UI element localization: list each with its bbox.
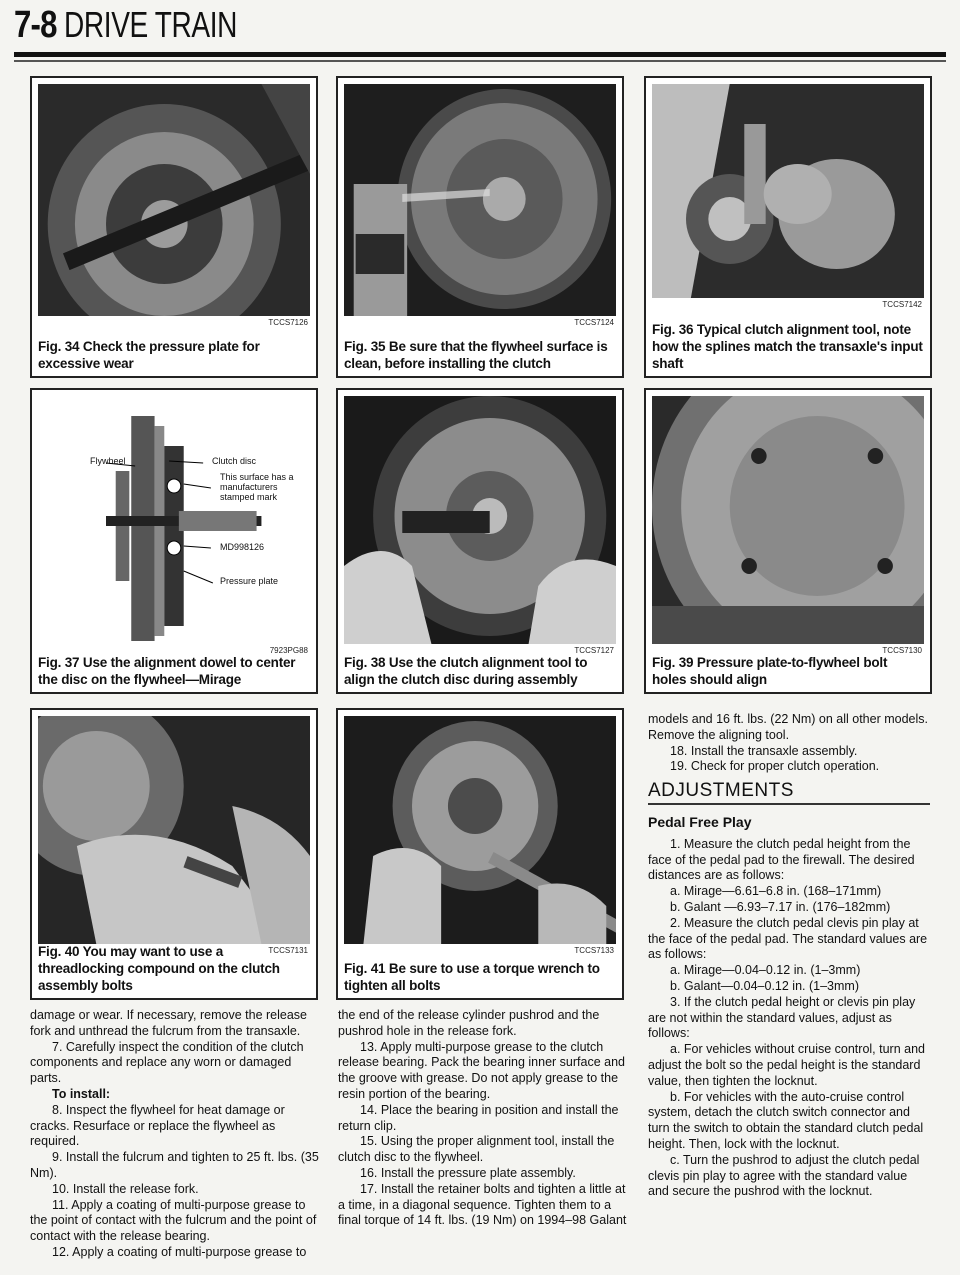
figure-40 xyxy=(30,708,318,1000)
figure-code: TCCS7130 xyxy=(882,646,922,655)
figure-caption: Fig. 41 Be sure to use a torque wrench to tighten all bolts xyxy=(344,961,600,993)
figure-34 xyxy=(30,76,318,378)
figure-code: TCCS7133 xyxy=(574,946,614,955)
label-clutch-disc: Clutch disc xyxy=(212,456,257,466)
list-item: b. For vehicles with the auto-cruise control system, detach the clutch switch connector and turn the switch to obtain the standard clutch pedal height. Then, lock with the locknut. xyxy=(648,1089,924,1151)
photo-align-clutch-disc xyxy=(344,396,616,644)
paragraph: damage or wear. If necessary, remove the release fork and unthread the fulcrum from the transaxle. xyxy=(30,1008,307,1038)
list-item: a. Mirage—0.04–0.12 in. (1–3mm) xyxy=(670,963,861,978)
label-tool: MD998126 xyxy=(220,542,265,552)
label-pressure-plate: Pressure plate xyxy=(220,576,279,586)
label-flywheel: Flywheel xyxy=(90,456,126,466)
list-item: a. Mirage—6.61–6.8 in. (168–171mm) xyxy=(670,884,882,899)
photo-flywheel-cleaning xyxy=(344,84,616,316)
figure-37 xyxy=(30,388,318,694)
list-item: b. Galant —6.93–7.17 in. (176–182mm) xyxy=(670,899,891,914)
figure-caption: Fig. 40 You may want to use a threadlocking compound on the clutch assembly bolts xyxy=(38,944,280,993)
figure-35 xyxy=(336,76,624,378)
figure-41 xyxy=(336,708,624,1000)
page-header xyxy=(14,4,286,52)
list-item: c. Turn the pushrod to adjust the clutch pedal clevis pin play to agree with the standard value and secure the pushrod with the locknut. xyxy=(648,1152,920,1199)
paragraph: 18. Install the transaxle assembly. xyxy=(670,743,858,758)
figure-code: TCCS7124 xyxy=(574,318,614,327)
label-surface-note: This surface has a manufacturers stamped mark xyxy=(220,472,294,502)
text-column-3 xyxy=(648,712,930,1200)
figure-caption: Fig. 35 Be sure that the flywheel surface is clean, before installing the clutch xyxy=(344,339,608,371)
paragraph: 12. Apply a coating of multi-purpose grease to xyxy=(52,1244,307,1259)
header-rule xyxy=(14,52,946,57)
paragraph: 10. Install the release fork. xyxy=(52,1181,199,1196)
paragraph: 15. Using the proper alignment tool, install the clutch disc to the flywheel. xyxy=(338,1134,615,1165)
paragraph: 16. Install the pressure plate assembly. xyxy=(360,1165,576,1180)
section-title: DRIVE TRAIN xyxy=(63,4,237,45)
page-number: 7-8 xyxy=(14,4,57,46)
text-column-2 xyxy=(338,1008,628,1229)
header-rule-thin xyxy=(14,60,946,62)
figure-code: TCCS7131 xyxy=(268,946,308,955)
list-item: b. Galant—0.04–0.12 in. (1–3mm) xyxy=(670,978,859,993)
diagram-alignment-dowel xyxy=(38,396,310,644)
figure-code: TCCS7142 xyxy=(882,300,922,309)
figure-caption: Fig. 34 Check the pressure plate for excessive wear xyxy=(38,339,260,371)
pedal-free-play-heading: Pedal Free Play xyxy=(648,813,752,830)
subheading-to-install: To install: xyxy=(52,1086,111,1101)
photo-torque-wrench xyxy=(344,716,616,944)
adjustments-rule xyxy=(648,803,930,805)
figure-caption: Fig. 38 Use the clutch alignment tool to align the clutch disc during assembly xyxy=(344,655,588,687)
text-column-1 xyxy=(30,1008,320,1261)
figure-code: TCCS7127 xyxy=(574,646,614,655)
paragraph: 3. If the clutch pedal height or clevis pin play are not within the standard values, adjust as follows: xyxy=(648,994,916,1041)
paragraph: 14. Place the bearing in position and install the return clip. xyxy=(338,1102,619,1133)
figure-code: TCCS7126 xyxy=(268,318,308,327)
paragraph: 9. Install the fulcrum and tighten to 25 ft. lbs. (35 Nm). xyxy=(30,1150,319,1180)
photo-bolt-holes xyxy=(652,396,924,644)
figure-caption: Fig. 37 Use the alignment dowel to center the disc on the flywheel—Mirage xyxy=(38,655,296,687)
figure-caption: Fig. 36 Typical clutch alignment tool, note how the splines match the transaxle's input shaft xyxy=(652,322,923,371)
adjustments-heading: ADJUSTMENTS xyxy=(648,780,794,802)
figure-code: 7923PG88 xyxy=(269,646,308,655)
paragraph: 1. Measure the clutch pedal height from the face of the pedal pad to the firewall. The desired distances are as follows: xyxy=(648,836,915,883)
paragraph: 2. Measure the clutch pedal clevis pin play at the face of the pedal pad. The standard values are as follows: xyxy=(648,915,928,962)
paragraph: 8. Inspect the flywheel for heat damage or cracks. Resurface or replace the flywheel as required. xyxy=(30,1102,285,1149)
figure-36 xyxy=(644,76,932,378)
paragraph: 19. Check for proper clutch operation. xyxy=(670,759,880,774)
photo-threadlock xyxy=(38,716,310,944)
figure-39 xyxy=(644,388,932,694)
paragraph: 7. Carefully inspect the condition of the clutch components and replace any worn or damaged parts. xyxy=(30,1039,304,1086)
photo-alignment-tool xyxy=(652,84,924,298)
paragraph: 13. Apply multi-purpose grease to the clutch release bearing. Pack the bearing inner surface and the groove with grease. Do not apply grease to the resin portion of the bearing. xyxy=(338,1039,625,1101)
paragraph: models and 16 ft. lbs. (22 Nm) on all other models. Remove the aligning tool. xyxy=(648,712,928,742)
figure-38 xyxy=(336,388,624,694)
paragraph: 11. Apply a coating of multi-purpose grease to the point of contact with the fulcrum and the point of contact with the release bearing. xyxy=(30,1197,317,1244)
paragraph: the end of the release cylinder pushrod and the pushrod hole in the release fork. xyxy=(338,1008,600,1038)
list-item: a. For vehicles without cruise control, turn and adjust the bolt so the pedal height is the standard value, then tighten the locknut. xyxy=(648,1042,925,1088)
figure-caption: Fig. 39 Pressure plate-to-flywheel bolt holes should align xyxy=(652,655,888,687)
photo-pressure-plate xyxy=(38,84,310,316)
paragraph: 17. Install the retainer bolts and tighten a little at a time, in a diagonal sequence. Tighten them to a final torque of 14 ft. lbs. (19 Nm) on 1994–98 Galant xyxy=(338,1181,627,1228)
